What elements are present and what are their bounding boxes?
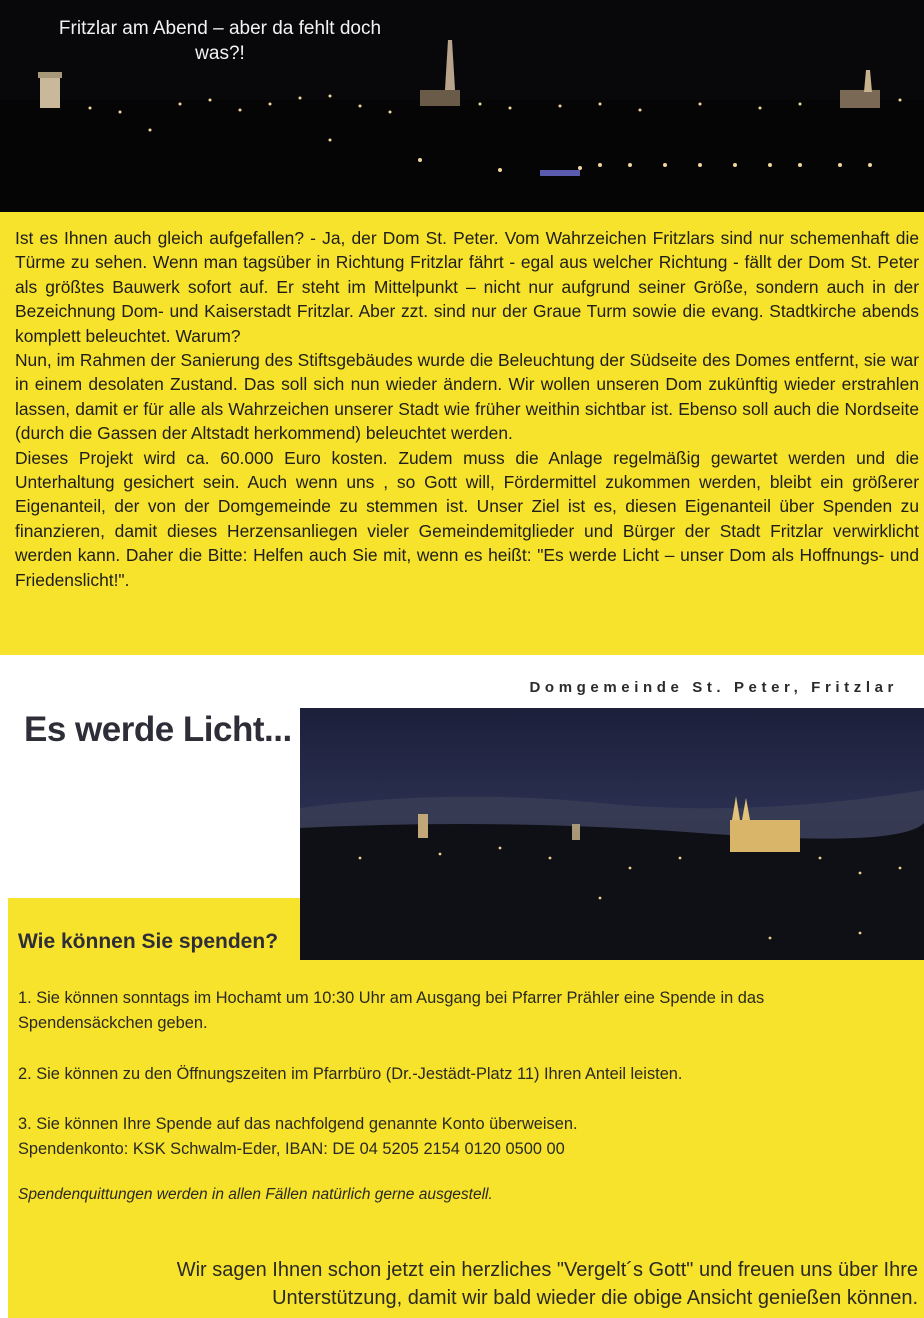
intro-paragraph: Nun, im Rahmen der Sanierung des Stiftsgebäudes wurde die Beleuchtung der Südseite des Domes entfernt, sie war in einem desolaten Zustand. Das soll sich nun wieder ändern. Wir wollen unseren Dom zukünftig wieder erstrahlen lassen, damit er für alle als Wahrzeichen unserer Stadt wie früher weithin sichtbar ist. Ebenso soll auch die Nordseite (durch die Gassen der Altstadt herkommend) beleuchtet werden. (15, 350, 919, 444)
intro-text (15, 226, 919, 592)
donate-option-3 (18, 1112, 898, 1162)
cathedral-lit (730, 820, 800, 852)
organization-name: Domgemeinde St. Peter, Fritzlar (529, 679, 898, 696)
donate-option-2: 2. Sie können zu den Öffnungszeiten im Pfarrbüro (Dr.-Jestädt-Platz 11) Ihren Anteil leisten. (18, 1065, 683, 1083)
receipt-note: Spendenquittungen werden in allen Fällen natürlich gerne ausgestell. (18, 1186, 493, 1203)
top-photo-caption: Fritzlar am Abend – aber da fehlt doch was?! (58, 18, 382, 64)
headline: Es werde Licht... (24, 710, 292, 749)
thanks-note: Wir sagen Ihnen schon jetzt ein herzliches "Vergelt´s Gott" und freuen uns über Ihre Unterstützung, damit wir bald wieder die obige Ansicht genießen können. (176, 1259, 918, 1309)
donate-option-1: 1. Sie können sonntags im Hochamt um 10:30 Uhr am Ausgang bei Pfarrer Prähler eine Spende in das Spendensäckchen geben. (18, 989, 765, 1032)
bottom-night-photo (300, 708, 924, 960)
donate-option-3-text: 3. Sie können Ihre Spende auf das nachfolgend genannte Konto überweisen. (18, 1115, 578, 1133)
lit-cathedral-illustration (300, 708, 924, 960)
intro-paragraph: Dieses Projekt wird ca. 60.000 Euro kosten. Zudem muss die Anlage regelmäßig gewartet werden und die Unterhaltung gesichert sein. Auch wenn uns , so Gott will, Fördermittel zukommen werden, bleibt ein größerer Eigenanteil, der von der Domgemeinde zu stemmen ist. Unser Ziel ist es, diesen Eigenanteil über Spenden zu finanzieren, damit dieses Herzensanliegen vieler Gemeindemitglieder und Bürger der Stadt Fritzlar verwirklicht werden kann. Daher die Bitte: Helfen auch Sie mit, wenn es heißt: "Es werde Licht – unser Dom als Hoffnungs- und Friedenslicht!". (15, 447, 919, 590)
intro-paragraph: Ist es Ihnen auch gleich aufgefallen? - Ja, der Dom St. Peter. Vom Wahrzeichen Fritzlars sind nur schemenhaft die Türme zu sehen. Wenn man tagsüber in Richtung Fritzlar fährt - egal aus welcher Richtung - fällt der Dom St. Peter als größtes Bauwerk sofort auf. Er steht im Mittelpunkt – nicht nur aufgrund seiner Größe, sondern auch in der Bezeichnung Dom- und Kaiserstadt Fritzlar. Aber zzt. sind nur der Graue Turm sowie die evang. Stadtkirche abends komplett beleuchtet. Warum? (15, 228, 919, 346)
donate-yellow-panel (8, 898, 924, 1318)
bank-account-line: Spendenkonto: KSK Schwalm-Eder, IBAN: DE 04 5205 2154 0120 0500 00 (18, 1140, 565, 1158)
grey-tower-lit (40, 76, 60, 108)
top-night-photo (0, 0, 924, 212)
donate-heading: Wie können Sie spenden? (18, 930, 279, 953)
